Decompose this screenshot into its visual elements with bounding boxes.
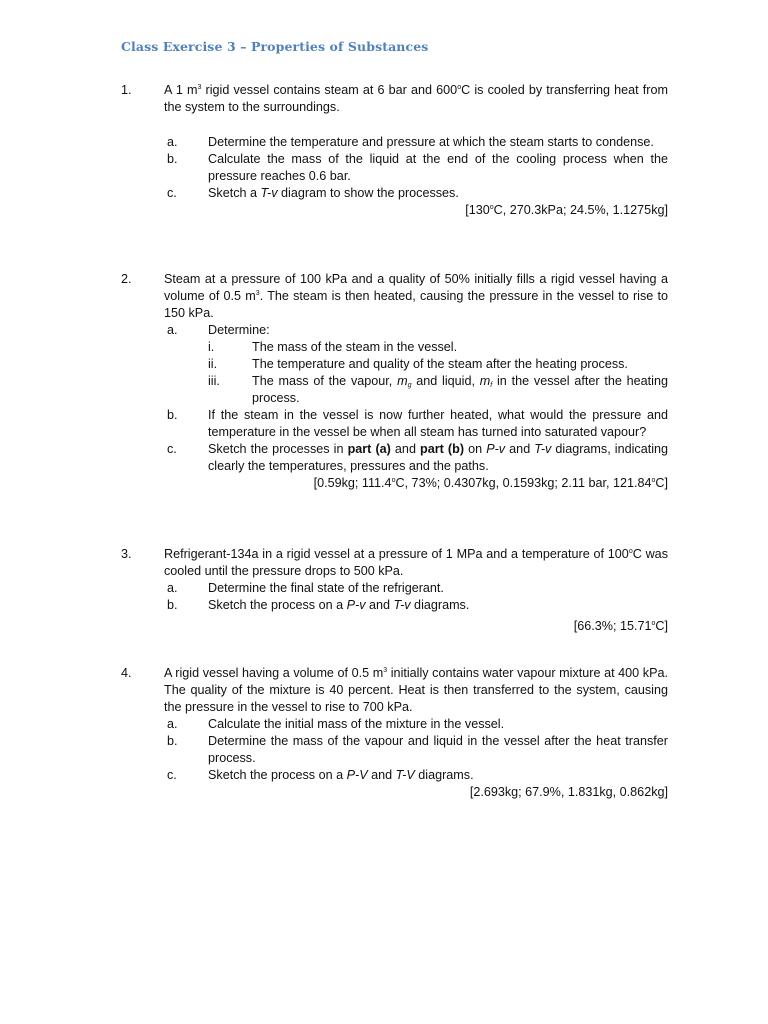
answer-key: [130$^o$C, 270.3kPa; 24.5%, 1.1275kg]: [465, 203, 668, 217]
question-part-c: c. Sketch the process on a P-V and T-V diagrams.: [167, 768, 474, 782]
question-part-b: b. Sketch the process on a P-v and T-v diagrams.: [167, 598, 470, 612]
question-2: [121, 271, 668, 492]
question-part-a: a. Determine:: [167, 323, 270, 337]
question-part-a: a. Determine the final state of the refrigerant.: [167, 581, 444, 595]
question-text: A 1 $m^3$ rigid vessel contains steam at 6 bar and 600$^o$C is cooled by transferring heat from the system to the surroundings.: [164, 83, 668, 114]
question-3: [121, 546, 668, 635]
question-part-b: b. Calculate the mass of the liquid at the end of the cooling process when the pressure reaches 0.6 bar.: [167, 152, 668, 183]
question-number: 2.: [121, 272, 132, 286]
answer-key: [0.59kg; 111.4$^o$C, 73%; 0.4307kg, 0.1593kg; 2.11 bar, 121.84$^o$C]: [313, 476, 668, 490]
question-part-b: b. Determine the mass of the vapour and liquid in the vessel after the heat transfer process.: [167, 734, 668, 765]
question-4: [121, 665, 668, 801]
question-part-c: c. Sketch a T-v diagram to show the processes.: [167, 186, 459, 200]
answer-key: [2.693kg; 67.9%, 1.831kg, 0.862kg]: [469, 785, 668, 799]
question-1: [121, 82, 668, 219]
question-part-a: a. Determine the temperature and pressure at which the steam starts to condense.: [167, 135, 654, 149]
question-part-c: c. Sketch the processes in part (a) and part (b) on P-v and T-v diagrams, indicating clearly the temperatures, pressures and the paths.: [167, 442, 669, 473]
answer-key: [66.3%; 15.71$^o$C]: [573, 619, 668, 633]
question-part-a: a. Calculate the initial mass of the mixture in the vessel.: [167, 717, 505, 731]
question-text: Steam at a pressure of 100 kPa and a quality of 50% initially fills a rigid vessel having a volume of 0.5 $m^3$. The steam is then heated, causing the pressure in the vessel to rise to 150 kPa.: [164, 272, 668, 320]
question-part-b: b. If the steam in the vessel is now further heated, what would the pressure and temperature in the vessel be when all steam has turned into saturated vapour?: [167, 408, 668, 439]
question-subpart-i: i. The mass of the steam in the vessel.: [208, 340, 458, 354]
question-subpart-ii: ii. The temperature and quality of the steam after the heating process.: [208, 357, 628, 371]
question-number: 3.: [121, 547, 132, 561]
question-subpart-iii: iii. The mass of the vapour, $m_g$ and liquid, $m_f$ in the vessel after the heating process.: [208, 374, 668, 405]
question-number: 1.: [121, 83, 132, 97]
question-number: 4.: [121, 666, 132, 680]
question-text: Refrigerant-134a in a rigid vessel at a pressure of 1 MPa and a temperature of 100$^o$C was cooled until the pressure drops to 500 kPa.: [164, 547, 668, 578]
question-text: A rigid vessel having a volume of 0.5 $m^3$ initially contains water vapour mixture at 400 kPa. The quality of the mixture is 40 percent. Heat is then transferred to the system, causing the pressure in the vessel to rise to 700 kPa.: [164, 666, 668, 714]
page-title: Class Exercise 3 – Properties of Substances: [121, 39, 429, 54]
